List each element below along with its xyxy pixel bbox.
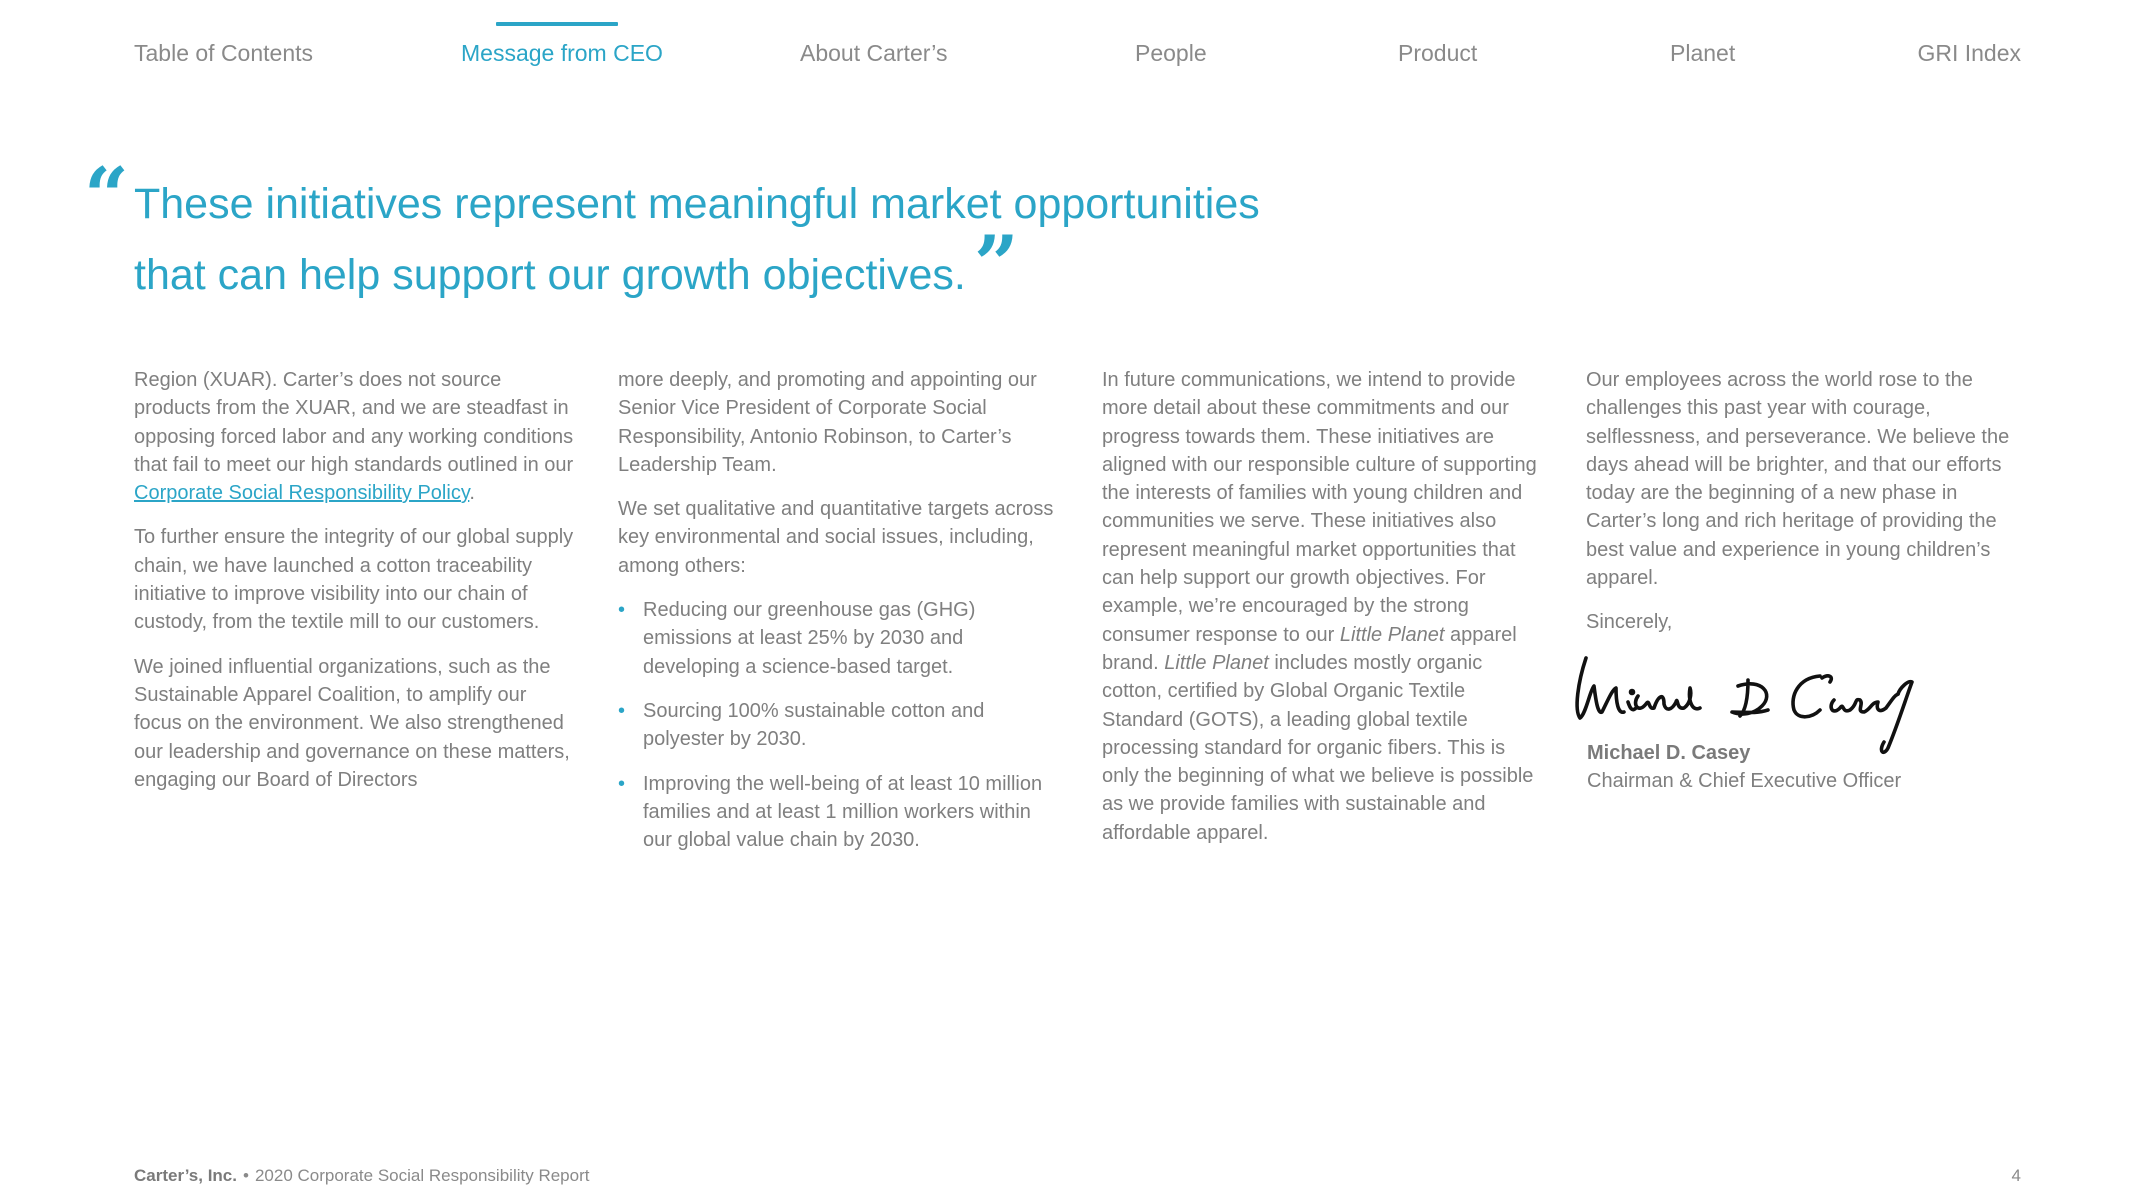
paragraph-organizations: We joined influential organizations, such as the Sustainable Apparel Coalition, to amplify our focus on the environment. We also strengthened our leadership and governance on these matters, engaging our Board of Directors [134, 655, 570, 791]
list-item-text: Sourcing 100% sustainable cotton and polyester by 2030. [643, 699, 985, 751]
list-item-text: Improving the well-being of at least 10 million families and at least 1 million workers within our global value chain by 2030. [643, 772, 1043, 852]
nav-item-people[interactable]: People [1135, 40, 1207, 66]
paragraph-targets-intro: We set qualitative and quantitative targets across key environmental and social issues, including, among others: [618, 498, 1054, 577]
nav-item-product[interactable]: Product [1398, 40, 1478, 66]
paragraph-text-a: In future communications, we intend to provide more detail about these commitments and our progress towards them. These initiatives are aligned with our responsible culture of supporting the interests of families with young children and communities we serve. These initiatives also represent meaningful market opportunities that can help support our growth objectives. For example, we’re encouraged by the strong consumer response to our [1102, 369, 1537, 646]
paragraph-xuar [134, 366, 574, 507]
open-quote-mark: “ [84, 151, 129, 242]
body-column-1 [134, 366, 574, 810]
footer-report-title: 2020 Corporate Social Responsibility Report [254, 1166, 590, 1185]
paragraph-xuar-end: . [469, 482, 475, 505]
body-column-2 [618, 366, 1058, 870]
csr-policy-link[interactable]: Corporate Social Responsibility Policy [134, 482, 470, 505]
page-number: 4 [2011, 1166, 2021, 1185]
paragraph-leadership: more deeply, and promoting and appointing our Senior Vice President of Corporate Social Responsibility, Antonio Robinson, to Carter’s Leadership Team. [618, 369, 1037, 476]
targets-list [618, 596, 1058, 854]
signer-name: Michael D. Casey [1587, 742, 1751, 764]
paragraph-xuar-text: Region (XUAR). Carter’s does not source products from the XUAR, and we are steadfast in opposing forced labor and any working conditions that fail to meet our high standards outlined in our [134, 369, 574, 476]
body-column-3 [1102, 366, 1542, 863]
list-item [618, 697, 1058, 754]
body-column-4 [1586, 366, 2026, 653]
list-item [618, 770, 1058, 855]
top-nav [0, 0, 2133, 80]
paragraph-future-communications [1102, 366, 1542, 847]
closing-salutation: Sincerely, [1586, 611, 1673, 634]
close-quote-mark: ” [973, 219, 1019, 310]
nav-item-about-carters[interactable]: About Carter’s [800, 40, 948, 66]
paragraph-employees: Our employees across the world rose to the challenges this past year with courage, selflessness, and perseverance. We believe the days ahead will be brighter, and that our efforts today are the beginning of a new phase in Carter’s long and rich heritage of providing the best value and experience in young children’s apparel. [1586, 369, 2010, 590]
signer-title: Chairman & Chief Executive Officer [1587, 770, 1902, 792]
page-footer [134, 1166, 589, 1186]
list-item-text: Reducing our greenhouse gas (GHG) emissions at least 25% by 2030 and developing a science-based target. [643, 599, 976, 678]
bullet-icon: • [618, 772, 626, 795]
brand-name: Little Planet [1339, 623, 1445, 646]
pull-quote-text: These initiatives represent meaningful market opportunities that can help support our growth objectives. [134, 180, 1260, 299]
nav-item-planet[interactable]: Planet [1670, 40, 1736, 66]
footer-company: Carter’s, Inc. [134, 1166, 237, 1185]
nav-item-message-from-ceo[interactable]: Message from CEO [461, 40, 663, 66]
nav-item-gri-index[interactable]: GRI Index [1917, 40, 2021, 66]
list-item [618, 596, 1058, 681]
pull-quote [134, 176, 1314, 310]
paragraph-supply-chain: To further ensure the integrity of our global supply chain, we have launched a cotton traceability initiative to improve visibility into our chain of custody, from the textile mill to our customers. [134, 526, 574, 634]
bullet-icon: • [618, 699, 626, 722]
paragraph-text-b: apparel brand. [1102, 623, 1517, 674]
active-tab-indicator [496, 22, 618, 26]
paragraph-text-c: includes mostly organic cotton, certified by Global Organic Textile Standard (GOTS), a leading global textile processing standard for organic fibers. This is only the beginning of what we believe is possible as we provide families with sustainable and affordable apparel. [1102, 651, 1534, 844]
brand-name: Little Planet [1164, 651, 1269, 674]
footer-separator: • [243, 1166, 249, 1185]
nav-item-table-of-contents[interactable]: Table of Contents [134, 40, 314, 66]
bullet-icon: • [618, 599, 626, 622]
